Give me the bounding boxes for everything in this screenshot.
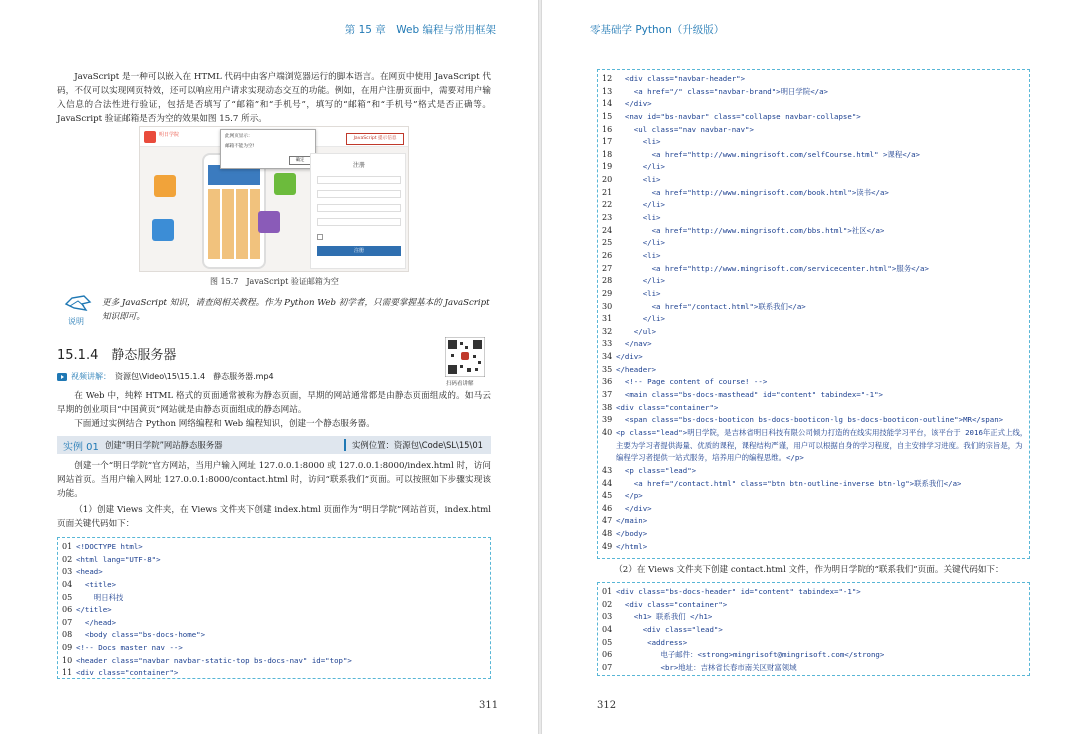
running-head: 第 15 章 Web 编程与常用框架 bbox=[344, 24, 496, 36]
code-text: </div> bbox=[616, 99, 652, 109]
code-line bbox=[598, 275, 1029, 288]
code-line bbox=[598, 237, 1029, 250]
video-reference bbox=[57, 371, 274, 382]
step2-paragraph: （2）在 Views 文件夹下创建 contact.html 文件，作为明日学院的“联系我们”页面。关键代码如下： bbox=[614, 565, 1004, 575]
code-line bbox=[598, 187, 1029, 200]
code-line bbox=[598, 326, 1029, 339]
figure-screenshot bbox=[139, 126, 409, 272]
code-line bbox=[598, 528, 1029, 541]
code-line bbox=[598, 364, 1029, 377]
code-line bbox=[598, 427, 1029, 465]
line-number: 38 bbox=[602, 402, 613, 412]
line-number: 34 bbox=[602, 352, 613, 362]
figure-caption: 图 15.7 JavaScript 验证邮箱为空 bbox=[210, 277, 339, 286]
example-location: 实例位置：资源包\Code\SL\15\01 bbox=[344, 439, 491, 451]
code-line bbox=[598, 98, 1029, 111]
code-line bbox=[58, 554, 490, 567]
code-line bbox=[598, 338, 1029, 351]
line-number: 39 bbox=[602, 415, 613, 425]
code-text: <br>地址：吉林省长春市南关区财富领域 bbox=[616, 662, 797, 672]
code-line bbox=[598, 263, 1029, 276]
code-block-contact bbox=[597, 582, 1030, 676]
step1-paragraph: （1）创建 Views 文件夹，在 Views 文件夹下创建 index.html 页面作为“明日学院”网站首页，index.html 页面关键代码如下： bbox=[57, 505, 491, 529]
line-number: 02 bbox=[62, 554, 73, 564]
code-line bbox=[58, 541, 490, 554]
code-line bbox=[598, 136, 1029, 149]
code-line bbox=[598, 490, 1029, 503]
qr-label: 扫码看讲解 bbox=[446, 381, 474, 387]
line-number: 14 bbox=[602, 99, 613, 109]
line-number: 25 bbox=[602, 238, 613, 248]
code-text: <a href="http://www.mingrisoft.com/book.html">读书</a> bbox=[616, 187, 889, 197]
line-number: 45 bbox=[602, 491, 613, 501]
code-text: </li> bbox=[616, 200, 665, 210]
code-line bbox=[598, 414, 1029, 427]
form-field[interactable] bbox=[317, 204, 401, 212]
code-line bbox=[598, 389, 1029, 402]
code-text: </li> bbox=[616, 276, 665, 286]
phone-grid bbox=[208, 189, 260, 259]
code-text: <title> bbox=[76, 579, 117, 589]
agree-checkbox[interactable] bbox=[317, 234, 323, 240]
line-number: 48 bbox=[602, 529, 613, 539]
line-number: 24 bbox=[602, 225, 613, 235]
code-line bbox=[58, 592, 490, 605]
example-title: 创建“明日学院”网站静态服务器 bbox=[105, 440, 223, 450]
register-button[interactable]: 注册 bbox=[317, 246, 401, 256]
example-header bbox=[57, 436, 491, 454]
alert-dialog bbox=[220, 129, 316, 169]
site-logo-text: 明日学院 bbox=[159, 132, 180, 138]
line-number: 49 bbox=[602, 541, 613, 551]
line-number: 29 bbox=[602, 288, 613, 298]
line-number: 43 bbox=[602, 465, 613, 475]
form-field[interactable] bbox=[317, 218, 401, 226]
code-text: <a href="/contact.html">联系我们</a> bbox=[616, 301, 806, 311]
code-line bbox=[598, 503, 1029, 516]
line-number: 13 bbox=[602, 86, 613, 96]
code-line bbox=[598, 351, 1029, 364]
line-number: 01 bbox=[62, 542, 73, 551]
code-text: <p class="lead">明日学院，是吉林省明日科技有限公司倾力打造的在线实用技能学习平台，该平台于 2016年正式上线，主要为学习者提供海量、优质的课程，课程结构严谨，用户可以根据自身的学习程度，自主安排学习进度。我们的宗旨是，为编程学习者提供一站式服务，培养用户的编程思维。</p> bbox=[616, 427, 1028, 463]
line-number: 16 bbox=[602, 124, 613, 134]
code-line bbox=[598, 662, 1029, 675]
video-icon bbox=[57, 372, 67, 381]
line-number: 44 bbox=[602, 478, 613, 488]
code-line bbox=[598, 86, 1029, 99]
line-number: 10 bbox=[62, 655, 73, 665]
code-text: </li> bbox=[616, 238, 665, 248]
code-text: <main class="bs-docs-masthead" id="content" tabindex="-1"> bbox=[616, 390, 883, 400]
code-text: <div class="container"> bbox=[616, 402, 719, 412]
code-text: <header class="navbar navbar-static-top bs-docs-nav" id="top"> bbox=[76, 655, 352, 665]
tile-icon bbox=[152, 219, 174, 241]
qr-code-icon bbox=[445, 337, 485, 377]
code-text: <li> bbox=[616, 213, 661, 223]
form-field[interactable] bbox=[317, 190, 401, 198]
code-text: <a href="http://www.mingrisoft.com/selfCourse.html" >课程</a> bbox=[616, 149, 921, 159]
page-number: 311 bbox=[479, 700, 499, 711]
code-line bbox=[58, 617, 490, 630]
code-text: </title> bbox=[76, 605, 112, 615]
code-line bbox=[598, 288, 1029, 301]
code-text: <li> bbox=[616, 250, 661, 260]
code-text: <span class="bs-docs-booticon bs-docs-booticon-lg bs-docs-booticon-outline">MR</span> bbox=[616, 415, 1004, 425]
code-line bbox=[58, 642, 490, 655]
code-line bbox=[598, 649, 1029, 662]
code-text: <head> bbox=[76, 567, 103, 577]
line-number: 46 bbox=[602, 503, 613, 513]
alert-ok-button[interactable]: 确定 bbox=[289, 156, 311, 165]
line-number: 18 bbox=[602, 149, 613, 159]
line-number: 04 bbox=[62, 579, 73, 589]
code-line bbox=[598, 586, 1029, 599]
code-text: <a href="http://www.mingrisoft.com/servicecenter.html">服务</a> bbox=[616, 263, 929, 273]
line-number: 03 bbox=[602, 612, 613, 622]
code-text: <li> bbox=[616, 137, 661, 147]
note-icon bbox=[64, 292, 92, 314]
code-line bbox=[598, 541, 1029, 554]
line-number: 20 bbox=[602, 175, 613, 185]
code-text: <div class="lead"> bbox=[616, 624, 723, 634]
line-number: 09 bbox=[62, 643, 73, 653]
example-intro-paragraph: 下面通过实例结合 Python 网络编程和 Web 编程知识，创建一个静态服务器。 bbox=[74, 419, 375, 429]
code-line bbox=[598, 149, 1029, 162]
code-line bbox=[598, 599, 1029, 612]
line-number: 31 bbox=[602, 314, 613, 324]
phone-mockup bbox=[202, 153, 266, 269]
line-number: 35 bbox=[602, 364, 613, 374]
code-text: <nav id="bs-navbar" class="collapse navbar-collapse"> bbox=[616, 111, 861, 121]
code-line bbox=[598, 161, 1029, 174]
line-number: 12 bbox=[602, 74, 613, 83]
tile-icon bbox=[154, 175, 176, 197]
code-line bbox=[598, 465, 1029, 478]
code-line bbox=[598, 174, 1029, 187]
line-number: 26 bbox=[602, 250, 613, 260]
note-label: 说明 bbox=[68, 317, 84, 326]
code-text: <a href="/contact.html" class="btn btn-outline-inverse btn-lg">联系我们</a> bbox=[616, 478, 962, 488]
code-line bbox=[598, 111, 1029, 124]
code-text: 明日科技 bbox=[76, 592, 124, 602]
code-block-index-continued bbox=[597, 69, 1030, 559]
code-text: <a href="/" class="navbar-brand">明日学院</a> bbox=[616, 86, 828, 96]
alert-message: 邮箱不能为空! bbox=[225, 144, 255, 149]
tooltip-callout: JavaScript 提示信息 bbox=[346, 133, 404, 145]
code-text: <address> bbox=[616, 637, 688, 647]
code-line bbox=[598, 478, 1029, 491]
alert-title: 此网页显示： bbox=[225, 134, 253, 139]
code-line bbox=[58, 566, 490, 579]
form-field[interactable] bbox=[317, 176, 401, 184]
intro-paragraph: JavaScript 是一种可以嵌入在 HTML 代码中由客户端浏览器运行的脚本语言。在网页中使用 JavaScript 代码，不仅可以实现网页特效，还可以响应用户请求实现动态交互的功能。例如，在用户注册页面中，需要对用户输入信息的合法性进行验证，包括是否填写了“邮箱”和“手机号”，填写的“邮箱”和“手机号”格式是否正确等。JavaScript 验证邮箱是否为空的效果如图 15.7 所示。 bbox=[57, 72, 491, 124]
code-text: <div class="navbar-header"> bbox=[616, 74, 746, 83]
line-number: 02 bbox=[602, 599, 613, 609]
code-line bbox=[58, 604, 490, 617]
tile-icon bbox=[258, 211, 280, 233]
line-number: 33 bbox=[602, 339, 613, 349]
running-head: 零基础学 Python（升级版） bbox=[590, 24, 725, 36]
code-line bbox=[598, 73, 1029, 86]
code-line bbox=[58, 579, 490, 592]
code-line bbox=[598, 611, 1029, 624]
code-text: </div> bbox=[616, 503, 652, 513]
code-line bbox=[598, 225, 1029, 238]
line-number: 28 bbox=[602, 276, 613, 286]
code-text: <!DOCTYPE html> bbox=[76, 542, 143, 551]
page-number: 312 bbox=[597, 700, 617, 711]
line-number: 03 bbox=[62, 567, 73, 577]
code-text: <!-- Docs master nav --> bbox=[76, 643, 183, 653]
line-number: 32 bbox=[602, 326, 613, 336]
section-title: 15.1.4 静态服务器 bbox=[57, 348, 177, 363]
code-text: <ul class="nav navbar-nav"> bbox=[616, 124, 754, 134]
code-text: </li> bbox=[616, 314, 665, 324]
code-line bbox=[598, 199, 1029, 212]
code-text: <html lang="UTF-8"> bbox=[76, 554, 161, 564]
code-line bbox=[58, 629, 490, 642]
code-text: <a href="http://www.mingrisoft.com/bbs.html">社区</a> bbox=[616, 225, 885, 235]
line-number: 05 bbox=[62, 592, 73, 602]
code-line bbox=[598, 313, 1029, 326]
code-text: <div class="bs-docs-header" id="content" tabindex="-1"> bbox=[616, 587, 861, 596]
code-line bbox=[598, 250, 1029, 263]
code-text: <h1> 联系我们 </h1> bbox=[616, 612, 713, 622]
code-line bbox=[598, 637, 1029, 650]
code-text: </head> bbox=[76, 617, 117, 627]
line-number: 36 bbox=[602, 377, 613, 387]
video-label: 视频讲解： bbox=[71, 372, 111, 381]
line-number: 19 bbox=[602, 162, 613, 172]
right-page bbox=[542, 0, 1080, 734]
line-number: 37 bbox=[602, 390, 613, 400]
line-number: 30 bbox=[602, 301, 613, 311]
line-number: 08 bbox=[62, 630, 73, 640]
form-title: 注册 bbox=[352, 162, 365, 169]
line-number: 40 bbox=[602, 427, 613, 437]
line-number: 07 bbox=[62, 617, 73, 627]
code-line bbox=[598, 124, 1029, 137]
code-text: <p class="lead"> bbox=[616, 465, 697, 475]
code-line bbox=[598, 212, 1029, 225]
code-line bbox=[598, 515, 1029, 528]
code-line bbox=[58, 667, 490, 680]
code-line bbox=[598, 376, 1029, 389]
line-number: 04 bbox=[602, 624, 613, 634]
line-number: 06 bbox=[602, 650, 613, 660]
line-number: 22 bbox=[602, 200, 613, 210]
line-number: 21 bbox=[602, 187, 613, 197]
code-text: 电子邮件：<strong>mingrisoft@mingrisoft.com</strong> bbox=[616, 650, 885, 660]
code-text: <li> bbox=[616, 175, 661, 185]
video-path: 资源包\Video\15\15.1.4 静态服务器.mp4 bbox=[115, 372, 274, 381]
line-number: 47 bbox=[602, 516, 613, 526]
code-text: </ul> bbox=[616, 326, 657, 336]
code-text: </li> bbox=[616, 162, 665, 172]
code-text: </div> bbox=[616, 352, 643, 362]
code-line bbox=[598, 301, 1029, 314]
code-text: <!-- Page content of course! --> bbox=[616, 377, 768, 387]
example-description: 创建一个“明日学院”官方网站，当用户输入网址 127.0.0.1:8000 或 127.0.0.1:8000/index.html 时，访问网站首页。当用户输入网址 127.0.0.1:8000/contact.html 时，访问“联系我们”页面。可以按照如下步骤实现该功能。 bbox=[57, 461, 491, 499]
register-form bbox=[310, 153, 406, 269]
code-text: </header> bbox=[616, 364, 657, 374]
line-number: 27 bbox=[602, 263, 613, 273]
code-text: </html> bbox=[616, 541, 648, 551]
code-text: </nav> bbox=[616, 339, 652, 349]
line-number: 17 bbox=[602, 137, 613, 147]
static-page-paragraph: 在 Web 中，纯粹 HTML 格式的页面通常被称为静态页面，早期的网站通常都是由静态页面组成的。如马云早期的创业项目“中国黄页”网站就是由静态页面组成的静态网站。 bbox=[57, 391, 491, 415]
line-number: 07 bbox=[602, 662, 613, 672]
line-number: 11 bbox=[62, 668, 73, 678]
code-line bbox=[598, 402, 1029, 415]
code-text: <div class="container"> bbox=[616, 599, 728, 609]
line-number: 05 bbox=[602, 637, 613, 647]
code-text: <li> bbox=[616, 288, 661, 298]
example-number: 实例 01 bbox=[63, 441, 99, 453]
line-number: 23 bbox=[602, 213, 613, 223]
site-logo-icon bbox=[144, 131, 156, 143]
code-line bbox=[58, 655, 490, 668]
code-line bbox=[598, 624, 1029, 637]
code-text: </main> bbox=[616, 516, 648, 526]
line-number: 06 bbox=[62, 605, 73, 615]
code-text: </body> bbox=[616, 529, 648, 539]
code-block-index bbox=[57, 537, 491, 679]
code-text: </p> bbox=[616, 491, 643, 501]
line-number: 01 bbox=[602, 587, 613, 596]
code-text: <body class="bs-docs-home"> bbox=[76, 630, 206, 640]
left-page bbox=[0, 0, 538, 734]
code-text: <div class="container"> bbox=[76, 668, 179, 678]
tile-icon bbox=[274, 173, 296, 195]
note-text: 更多 JavaScript 知识，请查阅相关教程。作为 Python Web 初学者，只需要掌握基本的 JavaScript 知识即可。 bbox=[102, 298, 490, 322]
line-number: 15 bbox=[602, 111, 613, 121]
